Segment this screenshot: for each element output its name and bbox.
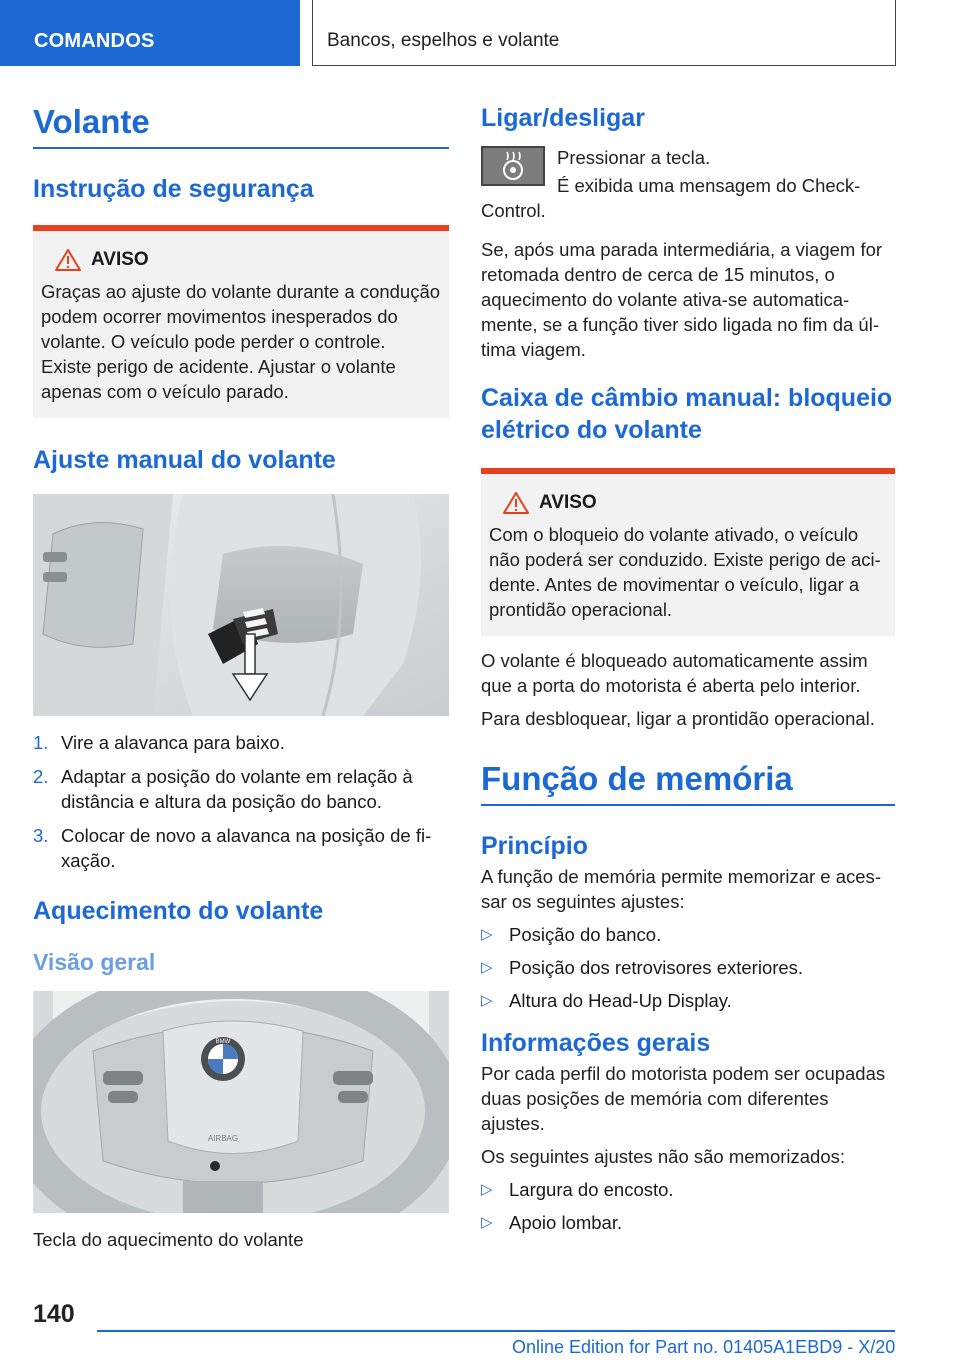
triangle-bullet-icon: ▷ (481, 1181, 493, 1198)
steering-column-illustration (33, 494, 449, 716)
steps-list (33, 730, 449, 873)
step-number: 1. (33, 732, 49, 753)
step-number: 3. (33, 825, 49, 846)
right-column (481, 100, 895, 1243)
warning-triangle-icon (503, 492, 529, 514)
list-item (481, 922, 895, 947)
warning-box-1 (33, 225, 449, 418)
title-rule (33, 147, 449, 149)
general-paragraph-1: Por cada perfil do motorista podem ser ocupadas duas posições de memória com diferentes ajustes. (481, 1063, 886, 1134)
triangle-bullet-icon: ▷ (481, 1214, 493, 1231)
warning-text: Graças ao ajuste do volante durante a condução podem ocorrer movimentos inesperados do volante. O veículo pode perder o controle. Existe perigo de acidente. Ajustar o volante apenas com o veículo parado. (41, 281, 441, 402)
wheel-logo-text: BMW (215, 1039, 231, 1045)
footer-edition: Online Edition for Part no. 01405A1EBD9 - X/20 (512, 1337, 896, 1357)
heading-manual-adjust: Ajuste manual do volante (33, 446, 336, 474)
general-paragraph-2: Os seguintes ajustes não são memorizados: (481, 1146, 846, 1167)
step-text: Vire a alavanca para baixo. (61, 732, 285, 753)
steering-wheel-illustration (33, 991, 449, 1213)
chapter-title: Bancos, espelhos e volante (312, 0, 896, 66)
list-item (33, 730, 449, 755)
lever-photo (33, 494, 449, 716)
heading-overview: Visão geral (33, 949, 156, 975)
page-number: 140 (33, 1300, 75, 1328)
heating-key-icon (481, 146, 545, 186)
warning-header (41, 249, 441, 271)
triangle-bullet-icon: ▷ (481, 959, 493, 976)
step-number: 2. (33, 766, 49, 787)
principle-list (481, 922, 895, 1013)
title-memory: Função de memória (481, 760, 793, 797)
on-off-paragraph: Se, após uma parada intermediária, a viagem for retomada dentro de cerca de 15 minutos, o aquecimento do volante ativa-se automaticamente, se a função tiver sido ligada no fim da última viagem. (481, 239, 883, 360)
step-text: Colocar de novo a alavanca na posição de fixação. (61, 825, 432, 871)
list-item-text: Largura do encosto. (509, 1179, 674, 1200)
triangle-bullet-icon: ▷ (481, 926, 493, 943)
list-item-text: Posição dos retrovisores exteriores. (509, 957, 804, 978)
on-off-block (481, 142, 895, 223)
list-item (33, 823, 449, 873)
title-volante: Volante (33, 103, 150, 140)
left-column (33, 100, 449, 1252)
warning-label: AVISO (539, 492, 597, 513)
list-item (33, 764, 449, 814)
heading-principle: Princípio (481, 832, 588, 860)
footer-rule (97, 1330, 895, 1332)
heading-safety: Instrução de segurança (33, 175, 314, 203)
lock-paragraph-1: O volante é bloqueado automaticamente assim que a porta do motorista é aberta pelo interior. (481, 650, 868, 696)
warning-text: Com o bloqueio do volante ativado, o veículo não poderá ser conduzido. Existe perigo de acidente. Antes de movimentar o veículo, ligar a prontidão operacional. (489, 524, 881, 620)
title-rule (481, 804, 895, 806)
list-item (481, 1210, 895, 1235)
heated-wheel-icon (483, 148, 543, 184)
list-item (481, 1177, 895, 1202)
on-off-message: É exibida uma mensagem do Check-Control. (481, 175, 861, 221)
photo-caption: Tecla do aquecimento do volante (33, 1229, 304, 1250)
lock-paragraph-2: Para desbloquear, ligar a prontidão operacional. (481, 708, 875, 729)
list-item-text: Altura do Head-Up Display. (509, 990, 732, 1011)
heading-on-off: Ligar/desligar (481, 104, 645, 132)
warning-box-2 (481, 468, 895, 636)
section-tab: COMANDOS (0, 0, 300, 66)
heading-heating: Aquecimento do volante (33, 897, 324, 925)
page-header (0, 0, 960, 66)
list-item (481, 988, 895, 1013)
general-list (481, 1177, 895, 1235)
list-item-text: Apoio lombar. (509, 1212, 623, 1233)
warning-label: AVISO (91, 249, 149, 270)
warning-triangle-icon (55, 249, 81, 271)
heading-gearbox: Caixa de câmbio manual: bloqueio elétrico do volante (481, 384, 893, 444)
heading-general-info: Informações gerais (481, 1029, 711, 1057)
principle-paragraph: A função de memória permite memorizar e acessar os seguintes ajustes: (481, 866, 881, 912)
list-item-text: Posição do banco. (509, 924, 662, 945)
airbag-text: AIRBAG (207, 1134, 239, 1143)
triangle-bullet-icon: ▷ (481, 992, 493, 1009)
warning-header (489, 492, 887, 514)
on-off-instruction: Pressionar a tecla. (557, 147, 711, 168)
steering-wheel-photo (33, 991, 449, 1213)
step-text: Adaptar a posição do volante em relação à distância e altura da posição do banco. (61, 766, 413, 812)
list-item (481, 955, 895, 980)
